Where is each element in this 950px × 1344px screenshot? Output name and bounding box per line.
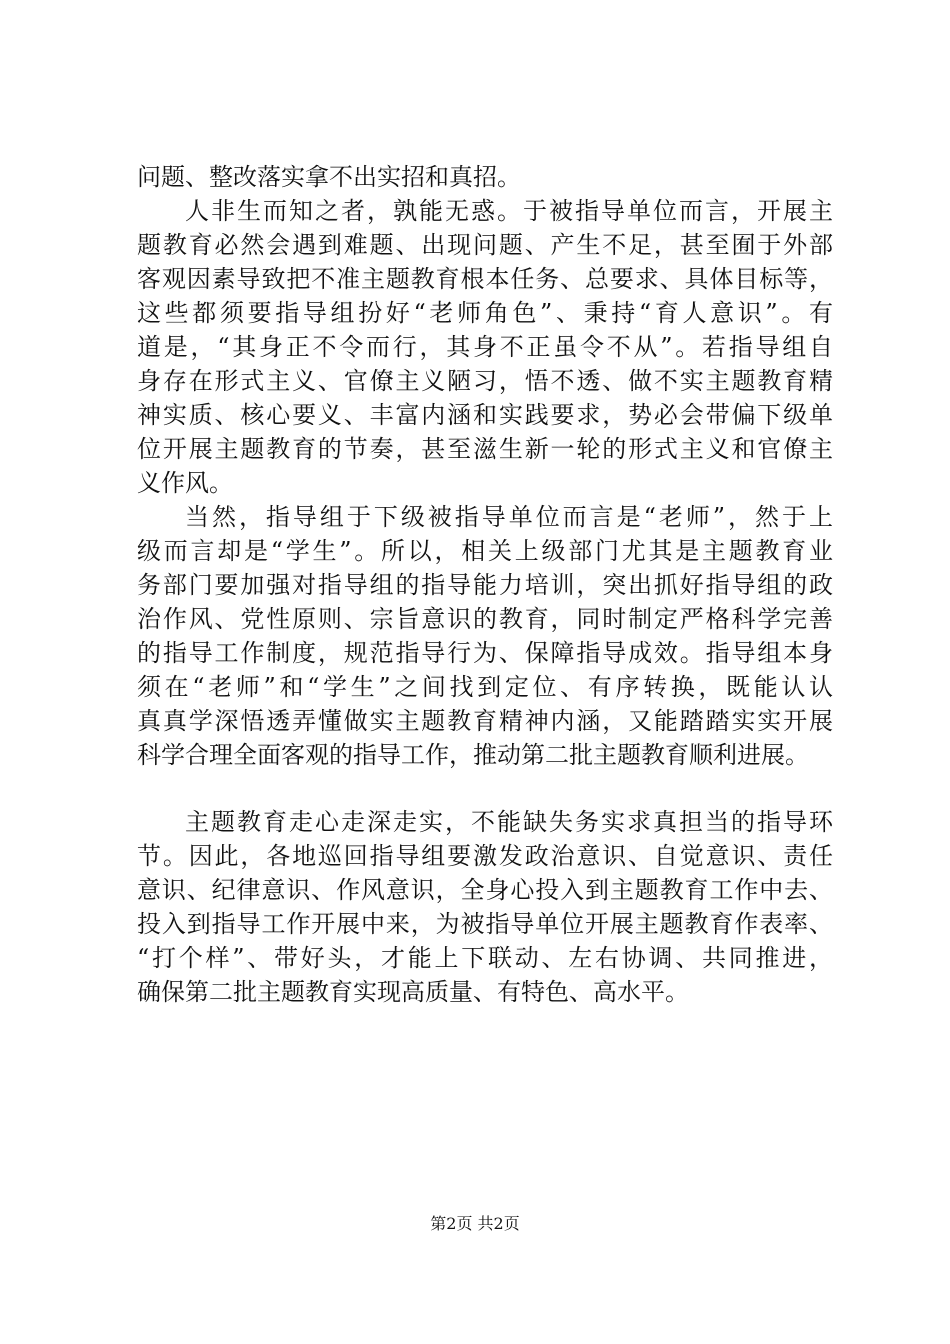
page-number-footer: 第2页 共2页 [430,1214,520,1233]
text-line: 问题、整改落实拿不出实招和真招。 [137,163,521,191]
text-line: 位开展主题教育的节奏，甚至滋生新一轮的形式主义和官僚主 [137,435,833,463]
text-line: 义作风。 [137,469,233,497]
document-body [137,160,833,1009]
text-line: 节。因此，各地巡回指导组要激发政治意识、自觉意识、责任 [137,842,833,870]
text-line: 题教育必然会遇到难题、出现问题、产生不足，甚至囿于外部 [137,231,833,259]
text-line: 意识、纪律意识、作风意识，全身心投入到主题教育工作中去、 [137,876,833,904]
paragraph [137,805,833,1009]
text-line: 治作风、党性原则、宗旨意识的教育，同时制定严格科学完善 [137,605,833,633]
paragraph [137,160,833,194]
text-line: 真真学深悟透弄懂做实主题教育精神内涵，又能踏踏实实开展 [137,707,833,735]
text-line: 这些都须要指导组扮好“老师角色”、秉持“育人意识”。有 [137,299,833,327]
text-line: 当然，指导组于下级被指导单位而言是“老师”，然于上 [185,503,833,531]
text-line: 级而言却是“学生”。所以，相关上级部门尤其是主题教育业 [137,537,833,565]
text-line: 投入到指导工作开展中来，为被指导单位开展主题教育作表率、 [137,910,833,938]
text-line: 的指导工作制度，规范指导行为、保障指导成效。指导组本身 [137,639,833,667]
text-line: 客观因素导致把不准主题教育根本任务、总要求、具体目标等， [137,265,833,293]
text-line: 确保第二批主题教育实现高质量、有特色、高水平。 [137,978,689,1006]
text-line: 科学合理全面客观的指导工作，推动第二批主题教育顺利进展。 [137,741,809,769]
text-line: 神实质、核心要义、丰富内涵和实践要求，势必会带偏下级单 [137,401,833,429]
paragraph [137,500,833,772]
text-line: 务部门要加强对指导组的指导能力培训，突出抓好指导组的政 [137,571,833,599]
text-line: “打个样”、带好头，才能上下联动、左右协调、共同推进， [137,944,833,972]
paragraph [137,194,833,500]
text-line: 主题教育走心走深走实，不能缺失务实求真担当的指导环 [185,808,833,836]
text-line: 身存在形式主义、官僚主义陋习，悟不透、做不实主题教育精 [137,367,833,395]
text-line: 人非生而知之者，孰能无惑。于被指导单位而言，开展主 [185,197,833,225]
text-line: 须在“老师”和“学生”之间找到定位、有序转换，既能认认 [137,673,833,701]
paragraph-spacer [137,772,833,805]
text-line: 道是，“其身正不令而行，其身不正虽令不从”。若指导组自 [137,333,833,361]
